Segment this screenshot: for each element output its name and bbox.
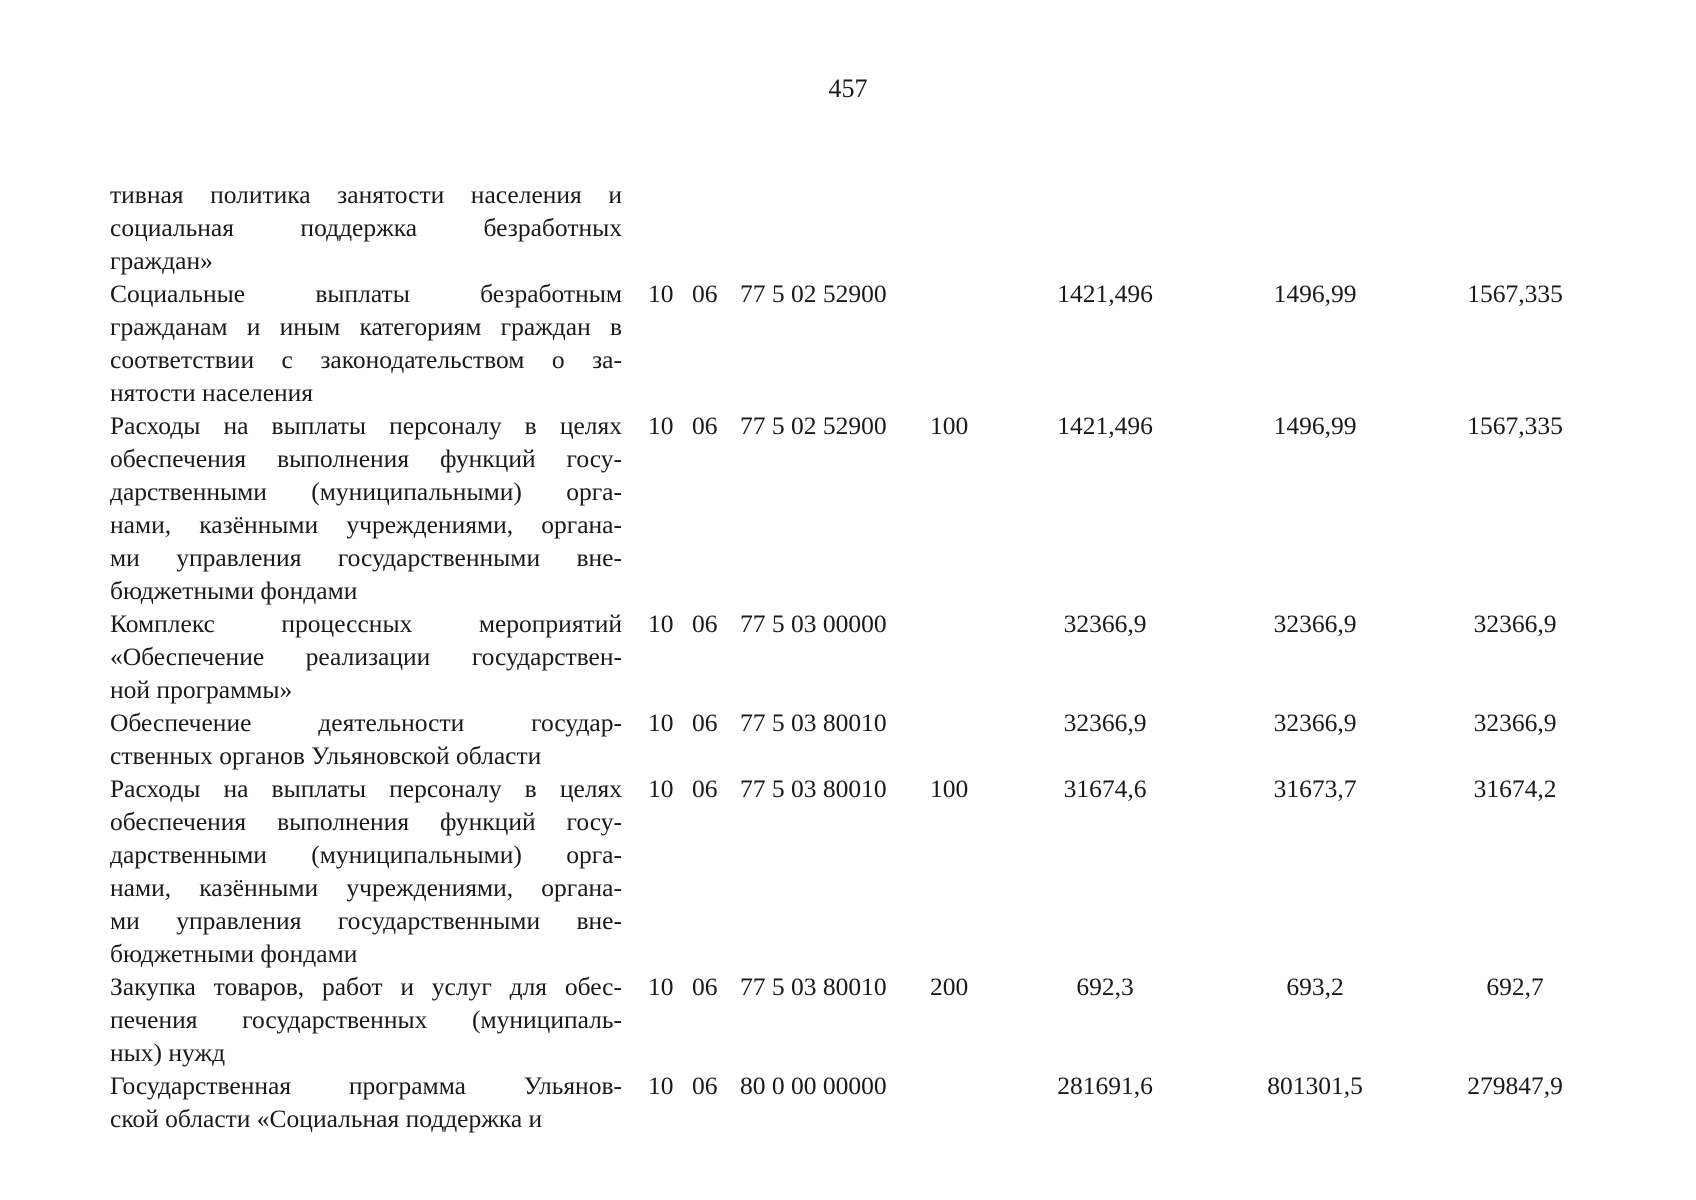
- subsection-code: 06: [692, 411, 718, 440]
- amount-year-1: 31674,6: [1063, 774, 1147, 803]
- description-line: печения государственных (муниципаль-: [110, 1005, 622, 1034]
- section-code: 10: [648, 774, 674, 803]
- description-line: тивная политика занятости населения и: [110, 180, 622, 209]
- description-line: Обеспечение деятельности государ-: [110, 708, 622, 737]
- description-line: социальная поддержка безработных: [110, 213, 622, 242]
- description-line: Комплекс процессных мероприятий: [110, 609, 622, 638]
- amount-year-2: 693,2: [1286, 972, 1344, 1001]
- target-article-code: 77 5 03 80010: [740, 708, 887, 737]
- row-description: [110, 178, 622, 277]
- description-line: Расходы на выплаты персоналу в целях: [110, 411, 622, 440]
- expense-type-code: 200: [930, 972, 969, 1001]
- description-line: соответствии с законодательством о за-: [110, 345, 622, 374]
- amount-year-1: 692,3: [1076, 972, 1134, 1001]
- subsection-code: 06: [692, 1071, 718, 1100]
- budget-table: [110, 178, 1590, 1135]
- amount-year-2: 32366,9: [1273, 708, 1357, 737]
- target-article-code: 77 5 02 52900: [740, 279, 887, 308]
- amount-year-3: 32366,9: [1473, 708, 1557, 737]
- amount-year-2: 32366,9: [1273, 609, 1357, 638]
- section-code: 10: [648, 1071, 674, 1100]
- target-article-code: 77 5 03 80010: [740, 774, 887, 803]
- row-description: [110, 970, 622, 1069]
- target-article-code: 77 5 03 00000: [740, 609, 887, 638]
- amount-year-3: 692,7: [1486, 972, 1544, 1001]
- row-description: [110, 1069, 622, 1135]
- amount-year-2: 31673,7: [1273, 774, 1357, 803]
- subsection-code: 06: [692, 774, 718, 803]
- table-row: [110, 277, 1590, 409]
- description-line: Государственная программа Ульянов-: [110, 1071, 622, 1100]
- expense-type-code: 100: [930, 774, 969, 803]
- expense-type-code: 100: [930, 411, 969, 440]
- amount-year-2: 1496,99: [1273, 411, 1357, 440]
- description-line: ми управления государственными вне-: [110, 543, 622, 572]
- subsection-code: 06: [692, 972, 718, 1001]
- description-line: бюджетными фондами: [110, 576, 358, 605]
- description-line: Социальные выплаты безработным: [110, 279, 622, 308]
- description-line: дарственными (муниципальными) орга-: [110, 477, 622, 506]
- section-code: 10: [648, 411, 674, 440]
- description-line: ственных органов Ульяновской области: [110, 741, 542, 770]
- target-article-code: 80 0 00 00000: [740, 1071, 887, 1100]
- description-line: нами, казёнными учреждениями, органа-: [110, 510, 622, 539]
- description-line: гражданам и иным категориям граждан в: [110, 312, 622, 341]
- amount-year-3: 31674,2: [1473, 774, 1557, 803]
- amount-year-1: 281691,6: [1057, 1071, 1153, 1100]
- amount-year-3: 32366,9: [1473, 609, 1557, 638]
- row-description: [110, 277, 622, 409]
- description-line: Закупка товаров, работ и услуг для обес-: [110, 972, 622, 1001]
- target-article-code: 77 5 02 52900: [740, 411, 887, 440]
- subsection-code: 06: [692, 279, 718, 308]
- description-line: ми управления государственными вне-: [110, 906, 622, 935]
- description-line: Расходы на выплаты персоналу в целях: [110, 774, 622, 803]
- amount-year-1: 1421,496: [1057, 279, 1153, 308]
- row-description: [110, 409, 622, 607]
- description-line: ных) нужд: [110, 1038, 226, 1067]
- table-row: [110, 772, 1590, 970]
- subsection-code: 06: [692, 609, 718, 638]
- description-line: дарственными (муниципальными) орга-: [110, 840, 622, 869]
- table-row: [110, 1069, 1590, 1135]
- amount-year-1: 32366,9: [1063, 708, 1147, 737]
- page-number: 457: [828, 74, 868, 103]
- row-description: [110, 772, 622, 970]
- amount-year-3: 1567,335: [1467, 279, 1563, 308]
- section-code: 10: [648, 609, 674, 638]
- description-line: обеспечения выполнения функций госу-: [110, 444, 622, 473]
- amount-year-3: 279847,9: [1467, 1071, 1563, 1100]
- table-row: [110, 607, 1590, 706]
- amount-year-1: 32366,9: [1063, 609, 1147, 638]
- amount-year-2: 1496,99: [1273, 279, 1357, 308]
- section-code: 10: [648, 972, 674, 1001]
- description-line: нами, казёнными учреждениями, органа-: [110, 873, 622, 902]
- target-article-code: 77 5 03 80010: [740, 972, 887, 1001]
- description-line: граждан»: [110, 246, 213, 275]
- table-row: [110, 970, 1590, 1069]
- section-code: 10: [648, 708, 674, 737]
- subsection-code: 06: [692, 708, 718, 737]
- row-description: [110, 607, 622, 706]
- description-line: нятости населения: [110, 378, 314, 407]
- description-line: ской области «Социальная поддержка и: [110, 1104, 543, 1133]
- amount-year-3: 1567,335: [1467, 411, 1563, 440]
- section-code: 10: [648, 279, 674, 308]
- description-line: бюджетными фондами: [110, 939, 358, 968]
- table-row: [110, 706, 1590, 772]
- table-row: [110, 409, 1590, 607]
- amount-year-2: 801301,5: [1267, 1071, 1363, 1100]
- row-description: [110, 706, 622, 772]
- amount-year-1: 1421,496: [1057, 411, 1153, 440]
- description-line: ной программы»: [110, 675, 293, 704]
- table-row: [110, 178, 1590, 277]
- description-line: «Обеспечение реализации государствен-: [110, 642, 622, 671]
- description-line: обеспечения выполнения функций госу-: [110, 807, 622, 836]
